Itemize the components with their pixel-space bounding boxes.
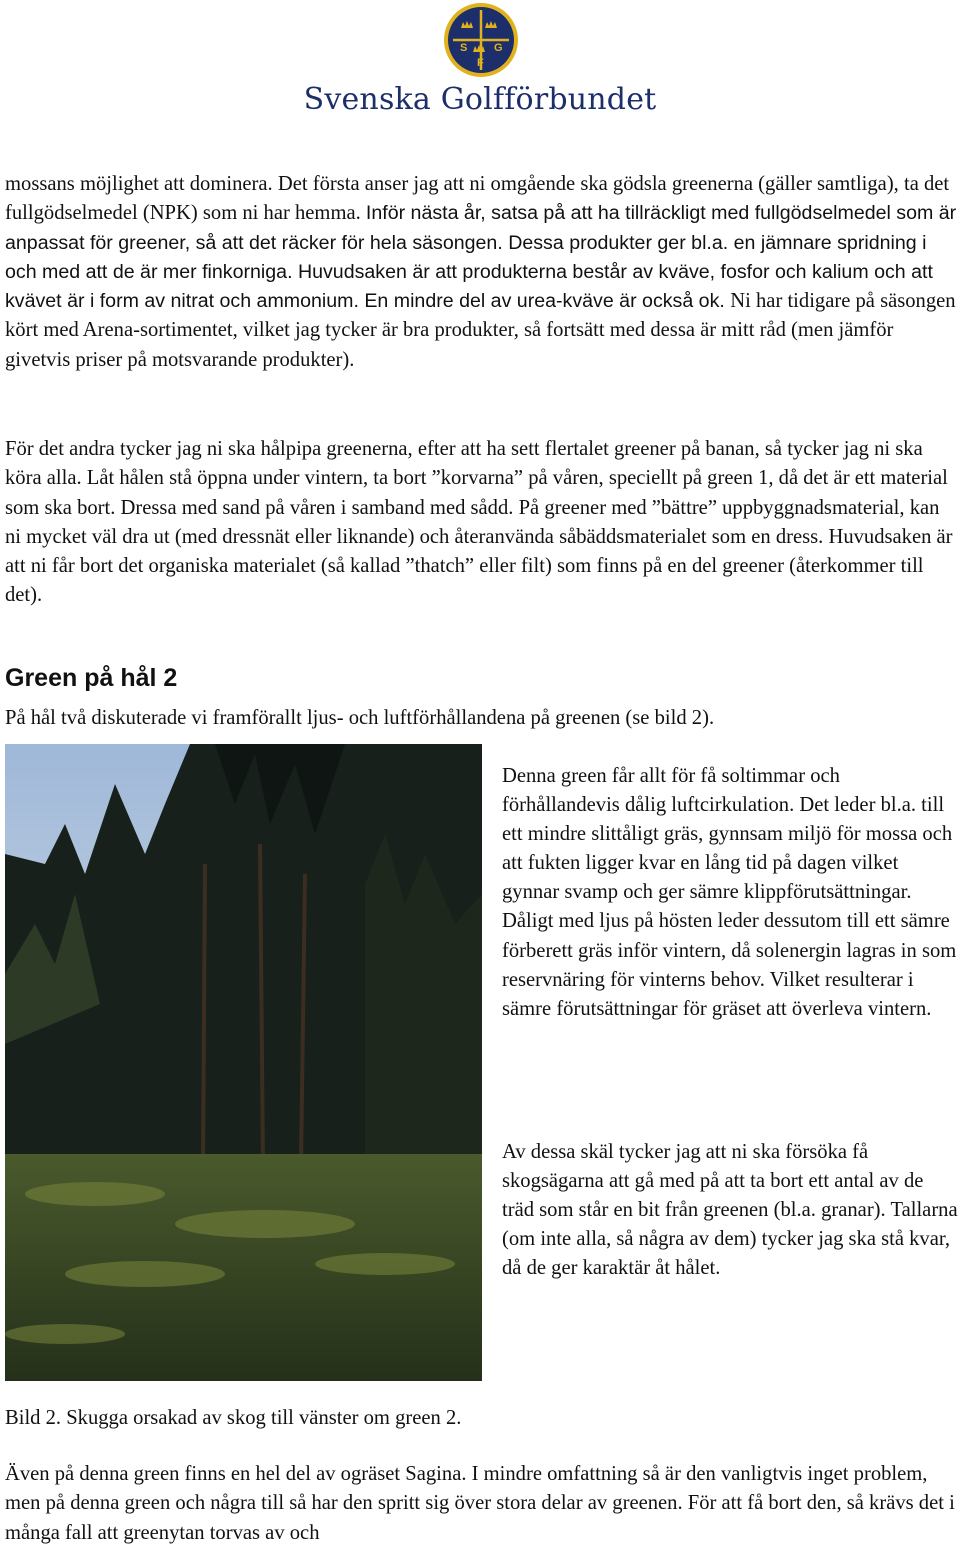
logo-letter-g: G [494, 42, 503, 54]
intro-paragraph [5, 170, 957, 375]
logo-letter-s: S [460, 42, 468, 54]
closing-paragraph: Även på denna green finns en hel del av ogräset Sagina. I mindre omfattning så är den vanligtvis inget problem, men på denna green och några till så har den spritt sig över stora delar av greenen. För att få bort den, så krävs det i många fall att greenytan torvas av och [5, 1463, 955, 1544]
section-heading: Green på hål 2 [5, 664, 178, 692]
forest-shadow-photo [5, 744, 482, 1381]
side-paragraph-2: Av dessa skäl tycker jag att ni ska försöka få skogsägarna att gå med på att ta bort ett antal av de träd som står en bit från greenen (bl.a. granar). Tallarna (om inte alla, så några av dem) tycker jag ska stå kvar, då de ger karaktär åt hålet. [502, 1141, 958, 1280]
sgf-logo [443, 2, 519, 78]
intro-sentence-serif-2: Ni har tidigare på säsongen kört med Arena-sortimentet, vilket jag tycker är bra produkter, så fortsätt med dessa är mitt råd (men jämför givetvis priser på motsvarande produkter). [5, 290, 956, 371]
side-paragraph-1: Denna green får allt för få soltimmar och förhållandevis dålig luftcirkulation. Det leder bl.a. till ett mindre slittåligt gräs, gynnsam miljö för mossa och att fukten ligger kvar en lång tid på dagen vilket gynnar svamp och ger sämre klippförutsättningar. Dåligt med ljus på hösten leder dessutom till ett sämre förberett gräs inför vintern, då solenergin lagras in som reservnäring för vinterns behov. Vilket resulterar i sämre förutsättningar för gräset att överleva vintern. [502, 765, 957, 1020]
intro-sentence-sans: Inför nästa år, satsa på att ha tillräckligt med fullgödselmedel som är anpassat för greener, så att det räcker för hela säsongen. Dessa produkter ger bl.a. en jämnare spridning i och med att de är mer finkorniga. Huvudsaken är att produkterna består av kväve, fosfor och kalium och att kvävet är i form av nitrat och ammonium. En mindre del av urea-kväve är också ok. [5, 202, 957, 313]
page-header [0, 0, 960, 130]
logo-letter-f: F [477, 57, 484, 69]
organization-name: Svenska Golfförbundet [303, 82, 657, 117]
intro-sentence-serif: mossans möjlighet att dominera. Det första anser jag att ni omgående ska gödsla greenerna (gäller samtliga), ta det fullgödselmedel (NPK) som ni har hemma. [5, 173, 950, 225]
figure-caption: Bild 2. Skugga orsakad av skog till vänster om green 2. [5, 1407, 462, 1429]
second-sentence-1: För det andra tycker jag ni ska hålpipa greenerna, efter att ha sett flertalet greener på banan, så tycker jag ni ska köra alla. [5, 438, 923, 490]
second-paragraph [5, 435, 957, 611]
second-sentence-2: Låt hålen stå öppna under vintern, ta bort ”korvarna” på våren, speciellt på green 1, då det är ett material som ska bort. Dressa med sand på våren i samband med sådd. På greener med ”bättre” uppbyggnadsmaterial, kan ni mycket väl dra ut (med dressnät eller liknande) och återanvända såbäddsmaterialet som en dress. Huvudsaken är att ni får bort det organiska materialet (så kallad ”thatch” eller filt) som finns på en del greener (återkommer till det). [5, 467, 953, 607]
section-lead: På hål två diskuterade vi framförallt ljus- och luftförhållandena på greenen (se bild 2). [5, 707, 715, 729]
